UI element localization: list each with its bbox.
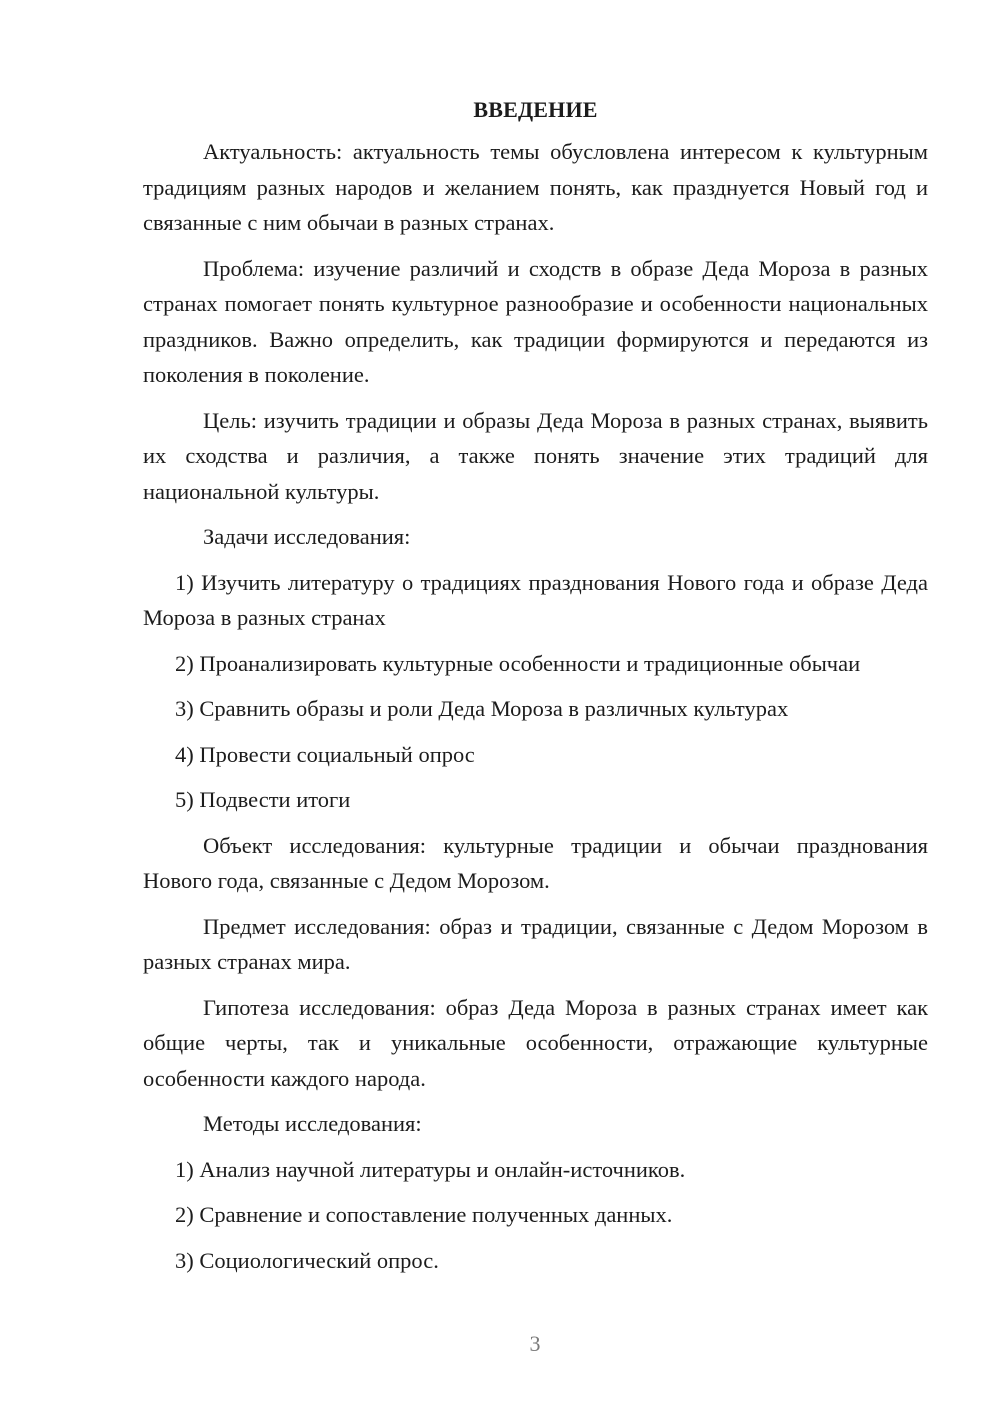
method-item-2: 2) Сравнение и сопоставление полученных данных. [175,1202,673,1227]
subject-paragraph: Предмет исследования: образ и традиции, связанные с Дедом Морозом в разных странах мира. [143,913,928,974]
task-item-5: 5) Подвести итоги [175,787,351,812]
goal-paragraph: Цель: изучить традиции и образы Деда Мороза в разных странах, выявить их сходства и различия, а также понять значение этих традиций для национальной культуры. [143,407,928,504]
tasks-heading: Задачи исследования: [203,524,411,549]
method-item-1: 1) Анализ научной литературы и онлайн-источников. [175,1156,686,1182]
method-item-3: 3) Социологический опрос. [175,1247,439,1273]
task-item-1: 1) Изучить литературу о традициях празднования Нового года и образе Деда Мороза в разных странах [143,569,928,630]
methods-heading: Методы исследования: [203,1111,422,1136]
task-item-4: 4) Провести социальный опрос [175,741,475,767]
hypothesis-paragraph: Гипотеза исследования: образ Деда Мороза в разных странах имеет как общие черты, так и уникальные особенности, отражающие культурные особенности каждого народа. [143,994,928,1091]
task-item-2: 2) Проанализировать культурные особенности и традиционные обычаи [175,650,861,676]
page-number: 3 [529,1331,541,1356]
document-page [143,92,928,1288]
problem-paragraph: Проблема: изучение различий и сходств в образе Деда Мороза в разных странах помогает понять культурное разнообразие и особенности национальных праздников. Важно определить, как традиции формируются и передаются из поколения в поколение. [143,255,928,387]
object-paragraph: Объект исследования: культурные традиции и обычаи празднования Нового года, связанные с Дедом Морозом. [143,832,928,893]
relevance-paragraph: Актуальность: актуальность темы обусловлена интересом к культурным традициям разных народов и желанием понять, как празднуется Новый год и связанные с ним обычаи в разных странах. [143,139,928,235]
task-item-3: 3) Сравнить образы и роли Деда Мороза в различных культурах [175,696,789,721]
section-title: ВВЕДЕНИЕ [473,97,598,122]
